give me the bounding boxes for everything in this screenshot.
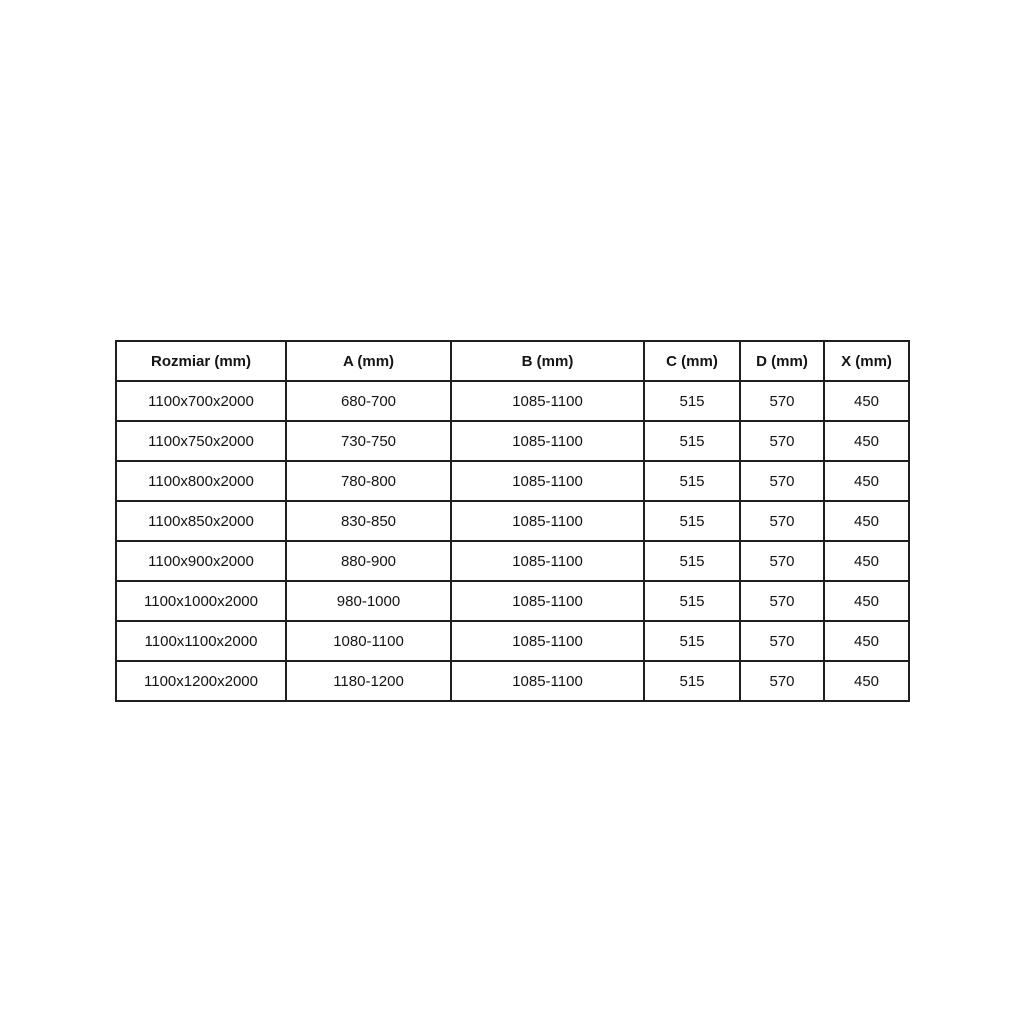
column-header-d: D (mm) xyxy=(740,341,824,381)
value-cell: 570 xyxy=(740,421,824,461)
value-cell: 830-850 xyxy=(286,501,451,541)
table-row xyxy=(116,581,909,621)
value-cell: 515 xyxy=(644,381,740,421)
table-row xyxy=(116,421,909,461)
value-cell: 780-800 xyxy=(286,461,451,501)
table-row xyxy=(116,501,909,541)
value-cell: 570 xyxy=(740,621,824,661)
value-cell: 570 xyxy=(740,541,824,581)
table-row xyxy=(116,621,909,661)
value-cell: 1085-1100 xyxy=(451,461,644,501)
value-cell: 1085-1100 xyxy=(451,421,644,461)
header-row xyxy=(116,341,909,381)
value-cell: 570 xyxy=(740,381,824,421)
value-cell: 515 xyxy=(644,661,740,701)
column-header-a: A (mm) xyxy=(286,341,451,381)
value-cell: 450 xyxy=(824,661,909,701)
size-cell: 1100x850x2000 xyxy=(116,501,286,541)
value-cell: 1085-1100 xyxy=(451,501,644,541)
value-cell: 1085-1100 xyxy=(451,581,644,621)
value-cell: 450 xyxy=(824,621,909,661)
size-cell: 1100x1200x2000 xyxy=(116,661,286,701)
column-header-b: B (mm) xyxy=(451,341,644,381)
value-cell: 570 xyxy=(740,661,824,701)
value-cell: 450 xyxy=(824,421,909,461)
dimensions-table xyxy=(115,340,910,702)
value-cell: 515 xyxy=(644,501,740,541)
column-header-c: C (mm) xyxy=(644,341,740,381)
value-cell: 450 xyxy=(824,461,909,501)
value-cell: 450 xyxy=(824,381,909,421)
size-cell: 1100x1100x2000 xyxy=(116,621,286,661)
value-cell: 570 xyxy=(740,581,824,621)
column-header-rozmiar: Rozmiar (mm) xyxy=(116,341,286,381)
table-row xyxy=(116,381,909,421)
table-row xyxy=(116,461,909,501)
size-cell: 1100x1000x2000 xyxy=(116,581,286,621)
size-cell: 1100x750x2000 xyxy=(116,421,286,461)
value-cell: 1085-1100 xyxy=(451,661,644,701)
value-cell: 1085-1100 xyxy=(451,541,644,581)
value-cell: 570 xyxy=(740,501,824,541)
table-body xyxy=(116,381,909,701)
value-cell: 515 xyxy=(644,621,740,661)
value-cell: 515 xyxy=(644,461,740,501)
column-header-x: X (mm) xyxy=(824,341,909,381)
value-cell: 450 xyxy=(824,541,909,581)
value-cell: 1180-1200 xyxy=(286,661,451,701)
value-cell: 1085-1100 xyxy=(451,621,644,661)
table-row xyxy=(116,541,909,581)
value-cell: 730-750 xyxy=(286,421,451,461)
size-cell: 1100x900x2000 xyxy=(116,541,286,581)
value-cell: 680-700 xyxy=(286,381,451,421)
size-cell: 1100x800x2000 xyxy=(116,461,286,501)
size-cell: 1100x700x2000 xyxy=(116,381,286,421)
value-cell: 1085-1100 xyxy=(451,381,644,421)
value-cell: 515 xyxy=(644,421,740,461)
value-cell: 515 xyxy=(644,581,740,621)
value-cell: 515 xyxy=(644,541,740,581)
value-cell: 450 xyxy=(824,501,909,541)
value-cell: 980-1000 xyxy=(286,581,451,621)
value-cell: 450 xyxy=(824,581,909,621)
value-cell: 1080-1100 xyxy=(286,621,451,661)
table-row xyxy=(116,661,909,701)
value-cell: 570 xyxy=(740,461,824,501)
value-cell: 880-900 xyxy=(286,541,451,581)
